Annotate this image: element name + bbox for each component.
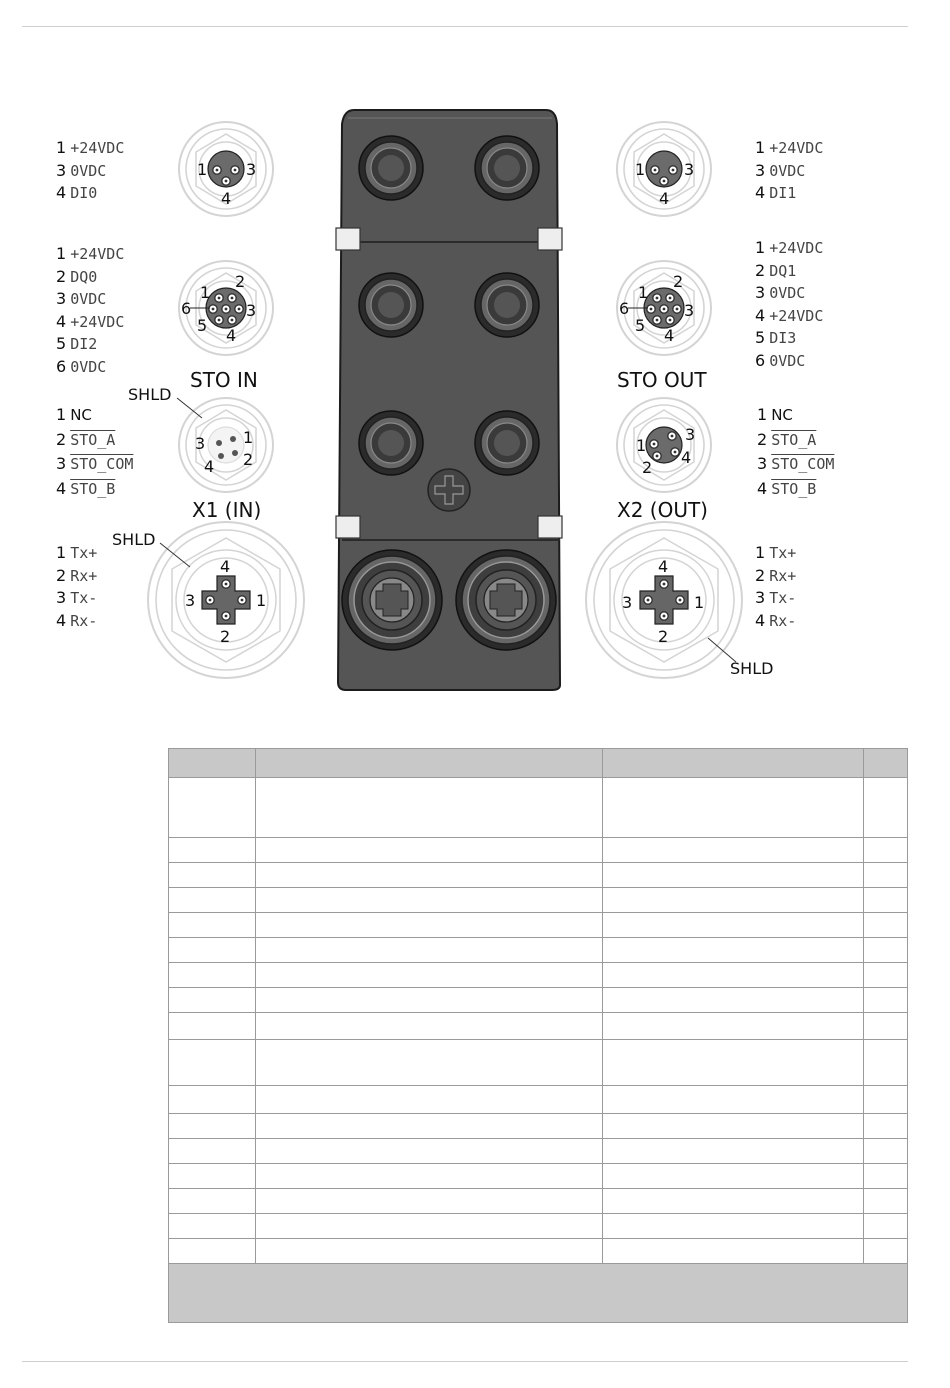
pin-row: [755, 237, 823, 260]
pin-number: 4: [755, 183, 766, 202]
face-x2-connector: [617, 398, 711, 492]
sto-out-label: STO OUT: [617, 368, 707, 392]
face-num: 1: [694, 593, 705, 612]
shld-label-eth-out: SHLD: [730, 659, 774, 678]
pin-row: [56, 137, 124, 160]
pin-row: [56, 610, 97, 633]
pin-signal: +24VDC: [769, 239, 824, 257]
table-row: [169, 963, 908, 988]
pin-signal: DQ1: [769, 261, 797, 280]
pin-signal: 0VDC: [70, 357, 107, 376]
housing-socket-top-right: [475, 136, 539, 200]
pin-row: [56, 266, 124, 289]
face-num: 1: [256, 591, 267, 610]
pin-row: [56, 477, 133, 502]
table-row: [169, 1189, 908, 1214]
pin-signal: Rx+: [769, 566, 797, 585]
pin-number: 2: [757, 429, 768, 449]
table-footer-row: [169, 1264, 908, 1323]
face-num: 3: [195, 434, 206, 453]
pin-number: 4: [755, 305, 766, 325]
pin-number: 4: [755, 610, 766, 630]
pinlist-di0: [56, 137, 124, 205]
table-row: [169, 1214, 908, 1239]
pin-number: 3: [56, 454, 67, 473]
pinlist-eth-in: [56, 542, 97, 632]
pin-signal: DQ0: [70, 267, 98, 286]
pin-signal: STO_A: [771, 430, 817, 449]
face-eth-out-connector: [586, 522, 742, 678]
face-num: 3: [185, 591, 196, 610]
pin-number: 2: [56, 565, 67, 585]
face-num: 4: [664, 326, 675, 345]
pin-row: [56, 160, 124, 183]
shld-leader-eth-in: [160, 543, 190, 567]
face-num: 1: [636, 436, 647, 455]
pin-signal: STO_COM: [70, 455, 134, 473]
face-num: 2: [220, 627, 231, 646]
face-num: 4: [221, 189, 232, 208]
pin-number: 1: [755, 543, 766, 562]
housing-socket-eth-left: [342, 550, 442, 650]
table-row: [169, 838, 908, 863]
pin-number: 4: [56, 183, 67, 202]
pinlist-sto-out: [755, 237, 823, 372]
table-row: [169, 1013, 908, 1040]
pin-signal: DI3: [769, 329, 797, 347]
housing-socket-top-left: [359, 136, 423, 200]
face-num: 2: [235, 272, 246, 291]
pin-signal: DI1: [769, 184, 797, 202]
pin-row: [56, 403, 133, 428]
pin-row: [56, 587, 97, 610]
pin-number: 2: [56, 266, 67, 286]
face-num: 4: [204, 457, 215, 476]
pin-number: 4: [56, 478, 67, 498]
pin-row: [755, 610, 796, 633]
pin-signal: STO_B: [771, 479, 817, 498]
pin-signal: Rx+: [70, 566, 98, 585]
pin-number: 1: [56, 543, 67, 562]
table-row: [169, 1164, 908, 1189]
face-num: 6: [181, 299, 192, 318]
pin-number: 1: [56, 405, 67, 424]
housing-socket-mid-right: [475, 273, 539, 337]
face-num: 3: [684, 301, 695, 320]
shld-label-x1: SHLD: [128, 385, 172, 404]
pin-number: 1: [56, 138, 67, 157]
table-row: [169, 1139, 908, 1164]
face-num: 4: [659, 189, 670, 208]
pin-signal: STO_B: [70, 479, 116, 498]
face-num: 3: [246, 160, 257, 179]
pinlist-x2: [757, 403, 834, 501]
pin-signal: Tx-: [769, 589, 797, 607]
pin-signal: NC: [771, 406, 793, 424]
table-row: [169, 913, 908, 938]
face-x1-connector: [179, 398, 273, 492]
face-num: 3: [684, 160, 695, 179]
face-num: 2: [642, 458, 653, 477]
pin-signal: Tx-: [70, 589, 98, 607]
face-num: 1: [635, 160, 646, 179]
pin-row: [56, 288, 124, 311]
housing-socket-sto-left: [359, 411, 423, 475]
face-num: 4: [226, 326, 237, 345]
pin-row: [755, 350, 823, 373]
pinlist-eth-out: [755, 542, 796, 632]
face-num: 2: [673, 272, 684, 291]
pin-row: [755, 137, 823, 160]
pin-assignment-table: [168, 748, 908, 1323]
x2-label: X2 (OUT): [617, 498, 708, 522]
pin-signal: STO_COM: [771, 455, 835, 473]
table-row: [169, 1086, 908, 1114]
pin-row: [56, 542, 97, 565]
pin-number: 3: [755, 160, 766, 180]
pin-row: [757, 403, 834, 428]
pin-number: 1: [757, 405, 768, 424]
face-num: 3: [622, 593, 633, 612]
pin-row: [755, 282, 823, 305]
face-num: 1: [197, 160, 208, 179]
pin-number: 3: [56, 588, 67, 607]
pin-row: [757, 477, 834, 502]
pin-row: [757, 428, 834, 453]
pin-number: 4: [56, 311, 67, 331]
face-num: 3: [685, 425, 696, 444]
table-row: [169, 1239, 908, 1264]
pin-signal: DI0: [70, 184, 98, 202]
ground-screw-icon: [428, 469, 470, 511]
x1-label: X1 (IN): [192, 498, 262, 522]
pin-signal: 0VDC: [70, 161, 107, 180]
pin-number: 3: [755, 283, 766, 302]
pin-number: 2: [755, 565, 766, 585]
pin-signal: NC: [70, 406, 92, 424]
pin-signal: 0VDC: [70, 290, 107, 308]
pin-row: [56, 243, 124, 266]
pin-number: 5: [56, 334, 67, 353]
pin-signal: +24VDC: [769, 139, 824, 157]
face-num: 4: [220, 557, 231, 576]
face-num: 6: [619, 299, 630, 318]
pin-row: [757, 452, 834, 477]
pin-number: 5: [755, 328, 766, 347]
pin-number: 6: [56, 356, 67, 376]
pin-signal: Tx+: [70, 544, 98, 562]
pin-number: 3: [757, 454, 768, 473]
pin-signal: +24VDC: [70, 139, 125, 157]
pin-row: [755, 305, 823, 328]
pin-signal: +24VDC: [70, 245, 125, 263]
face-num: 3: [246, 301, 257, 320]
pin-number: 3: [56, 289, 67, 308]
face-num: 1: [243, 428, 254, 447]
housing-socket-mid-left: [359, 273, 423, 337]
pin-signal: +24VDC: [769, 306, 824, 325]
face-num: 2: [658, 627, 669, 646]
pin-row: [755, 587, 796, 610]
pin-signal: 0VDC: [769, 351, 806, 370]
shld-label-eth-in: SHLD: [112, 530, 156, 549]
pin-number: 2: [755, 260, 766, 280]
pin-number: 3: [56, 160, 67, 180]
pin-row: [56, 333, 124, 356]
table-row: [169, 1040, 908, 1086]
pin-number: 4: [56, 610, 67, 630]
face-num: 2: [243, 450, 254, 469]
pin-number: 4: [757, 478, 768, 498]
table-row: [169, 1114, 908, 1139]
pin-row: [755, 160, 823, 183]
table-header-row: [169, 749, 908, 778]
table-row: [169, 863, 908, 888]
pin-signal: Rx-: [769, 611, 797, 630]
pin-row: [56, 311, 124, 334]
face-num: 1: [638, 283, 649, 302]
pin-number: 2: [56, 429, 67, 449]
pin-number: 6: [755, 350, 766, 370]
table-row: [169, 988, 908, 1013]
pin-signal: Rx-: [70, 611, 98, 630]
table-row: [169, 778, 908, 838]
pin-row: [755, 542, 796, 565]
pinlist-x1: [56, 403, 133, 501]
bottom-rule: [22, 1361, 908, 1362]
pin-row: [755, 260, 823, 283]
face-num: 4: [681, 448, 692, 467]
pinlist-sto-in: [56, 243, 124, 378]
pin-row: [56, 182, 124, 205]
pin-number: 1: [755, 238, 766, 257]
pin-number: 1: [56, 244, 67, 263]
pin-row: [56, 356, 124, 379]
sto-in-label: STO IN: [190, 368, 258, 392]
pin-row: [755, 327, 823, 350]
table-row: [169, 888, 908, 913]
pin-signal: 0VDC: [769, 161, 806, 180]
pin-row: [56, 428, 133, 453]
face-num: 5: [197, 316, 208, 335]
face-num: 5: [635, 316, 646, 335]
pin-row: [755, 565, 796, 588]
pin-signal: DI2: [70, 335, 98, 353]
pin-number: 3: [755, 588, 766, 607]
pin-row: [56, 452, 133, 477]
table-row: [169, 938, 908, 963]
face-num: 1: [200, 283, 211, 302]
face-eth-in-connector: [148, 522, 304, 678]
pin-number: 1: [755, 138, 766, 157]
pin-signal: STO_A: [70, 430, 116, 449]
pin-signal: 0VDC: [769, 284, 806, 302]
face-num: 4: [658, 557, 669, 576]
housing-socket-eth-right: [456, 550, 556, 650]
pin-signal: Tx+: [769, 544, 797, 562]
pin-signal: +24VDC: [70, 312, 125, 331]
pin-row: [755, 182, 823, 205]
pinlist-di1: [755, 137, 823, 205]
pin-row: [56, 565, 97, 588]
housing-socket-sto-right: [475, 411, 539, 475]
